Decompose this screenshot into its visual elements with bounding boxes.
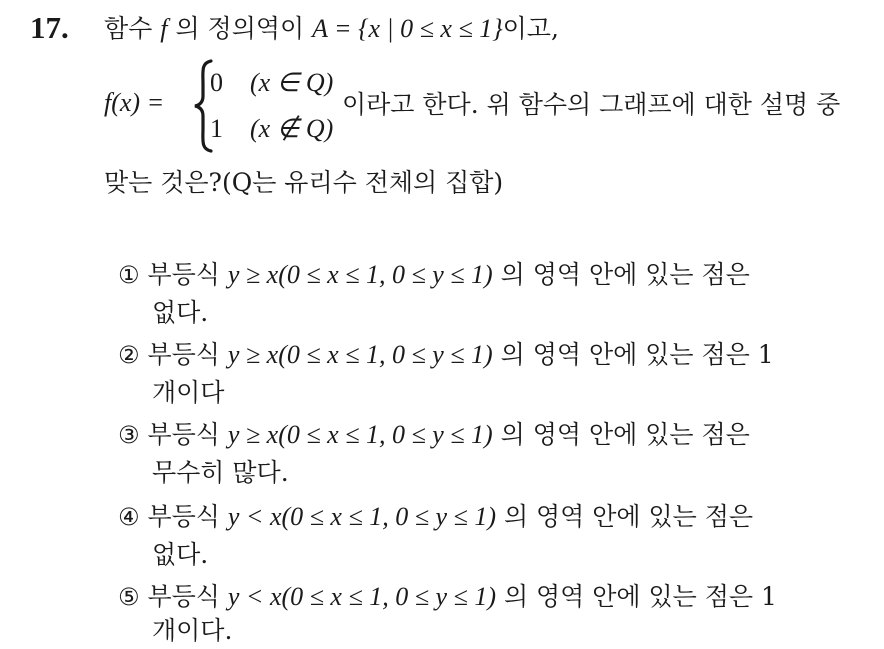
- question-number: 17.: [30, 10, 69, 45]
- option-number: ⑤: [118, 583, 140, 611]
- function-symbol: f: [160, 14, 168, 43]
- option-2[interactable]: [118, 338, 774, 372]
- option-tail: 의 영역 안에 있는 점은: [503, 502, 754, 531]
- option-2-line-2: 개이다: [152, 378, 225, 407]
- option-lead: 부등식: [147, 502, 220, 531]
- option-number: ②: [118, 341, 140, 369]
- option-inequality: y ≥ x(0 ≤ x ≤ 1, 0 ≤ y ≤ 1): [227, 340, 493, 369]
- question-text-c: 이고,: [502, 14, 559, 43]
- option-5-line-2: 개이다.: [152, 616, 233, 645]
- option-3[interactable]: [118, 418, 750, 452]
- option-inequality: y < x(0 ≤ x ≤ 1, 0 ≤ y ≤ 1): [227, 582, 496, 611]
- option-tail: 의 영역 안에 있는 점은 1: [503, 582, 777, 611]
- option-tail: 의 영역 안에 있는 점은: [500, 260, 750, 289]
- question-line-1: [104, 12, 559, 46]
- domain-set: A = {x | 0 ≤ x ≤ 1}: [312, 14, 503, 43]
- case-1-value: 0: [210, 68, 223, 97]
- option-lead: 부등식: [147, 420, 220, 449]
- option-3-line-2: 무수히 많다.: [152, 458, 289, 487]
- option-5[interactable]: [118, 580, 777, 614]
- option-inequality: y < x(0 ≤ x ≤ 1, 0 ≤ y ≤ 1): [227, 502, 496, 531]
- option-tail: 의 영역 안에 있는 점은 1: [500, 340, 774, 369]
- case-1-condition: (x ∈ Q): [250, 68, 334, 97]
- option-1-line-2: 없다.: [152, 298, 209, 327]
- question-line-2: 이라고 한다. 위 함수의 그래프에 대한 설명 중: [342, 90, 841, 119]
- option-number: ④: [118, 503, 140, 531]
- option-number: ③: [118, 421, 140, 449]
- question-line-3: 맞는 것은?(Q는 유리수 전체의 집합): [104, 168, 504, 197]
- piecewise-lhs: f(x) =: [104, 88, 165, 117]
- question-text-a: 함수: [104, 14, 153, 43]
- option-inequality: y ≥ x(0 ≤ x ≤ 1, 0 ≤ y ≤ 1): [227, 260, 493, 289]
- option-4[interactable]: [118, 500, 753, 534]
- option-tail: 의 영역 안에 있는 점은: [500, 420, 750, 449]
- case-2-value: 1: [210, 114, 223, 143]
- case-2-condition: (x ∉ Q): [250, 114, 334, 143]
- option-4-line-2: 없다.: [152, 540, 209, 569]
- option-1[interactable]: [118, 258, 750, 292]
- option-number: ①: [118, 261, 140, 289]
- option-lead: 부등식: [147, 340, 220, 369]
- option-lead: 부등식: [147, 582, 220, 611]
- question-text-b: 의 정의역이: [175, 14, 305, 43]
- option-inequality: y ≥ x(0 ≤ x ≤ 1, 0 ≤ y ≤ 1): [227, 420, 493, 449]
- option-lead: 부등식: [147, 260, 220, 289]
